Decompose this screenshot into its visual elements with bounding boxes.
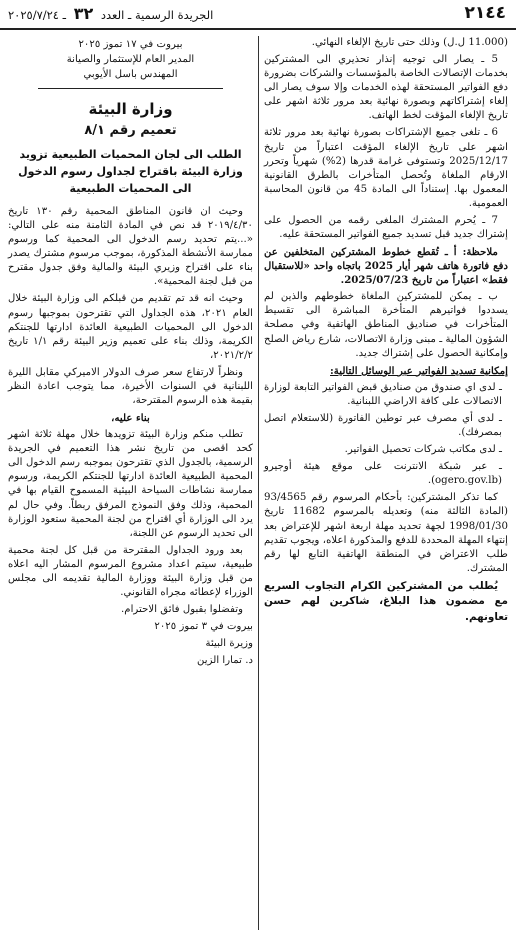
- based-on-heading: بناء عليه،: [111, 412, 150, 425]
- left-column: [6, 36, 258, 930]
- list-item: ـ عبر شبكة الانترنت على موقع هيئة أوجيرو (ogero.gov.lb).: [264, 461, 502, 487]
- paragraph: 7 ـ يُحرم المشترك الملغى رقمه من الحصول على إشتراك جديد قبل تسديد جميع الفواتير المستحقة عليه.: [264, 214, 508, 241]
- closing-paragraph: يُطلب من المشتركين الكرام التجاوب السريع مع مضمون هذا البلاغ، شاكرين لهم حسن تعاونهم.: [264, 579, 508, 624]
- sig-place-date: بيروت في ١٧ تموز ٢٠٢٥: [78, 39, 183, 50]
- paragraph: 6 ـ تلغى جميع الإشتراكات بصورة نهائية بعد مرور ثلاثة اشهر على تاريخ الإلغاء المؤقت اعتباراً من تاريخ 2025/12/17 وتستوفى غرامة قدرها (2%) شهرياً وتحرر الارقام الملغاة وتُحصل المتأخرات بالطرق القانونية المعمول بها. إستناداً الى المادة 45 من قانون المحاسبة العمومية.: [264, 127, 509, 209]
- issue-number: ٣٢: [73, 3, 94, 23]
- paragraph: بعد ورود الجداول المقترحة من قبل كل لجنة محمية طبيعية، سيتم اعداد مشروع المرسوم المشار اليه اعلاه من قبل وزارة البيئة ووزارة المالية تقديمه الى مجلس الوزراء لإعطائه مجراه القانوني.: [8, 544, 253, 599]
- page-number: ٢١٤٤: [464, 3, 506, 24]
- list-item: ـ لدى مكاتب شركات تحصيل الفواتير.: [344, 444, 502, 456]
- issue-line: الجريدة الرسمية ـ العدد ٣٢ ـ ٢٠٢٥/٧/٢٤: [8, 3, 214, 23]
- issue-date: ٢٠٢٥/٧/٢٤: [8, 7, 59, 22]
- circular-number: تعميم رقم ٨/١: [84, 122, 177, 138]
- sig-title: المدير العام للإستثمار والصيانة: [66, 54, 195, 66]
- right-column: [258, 36, 510, 930]
- gazette-name: الجريدة الرسمية ـ العدد: [100, 7, 214, 22]
- list-item: ـ لدى أي مصرف عبر توطين الفاتورة (للاستعلام اتصل بمصرفك).: [264, 412, 502, 439]
- note-a: ملاحظة: أ ـ تُقطع خطوط المشتركين المتخلفين عن دفع فاتورة هاتف شهر أيار 2025 باتجاه واحد «للاستقبال فقط» اعتباراً من تاريخ 2025/07/23.: [264, 246, 508, 287]
- section-divider: [38, 88, 223, 89]
- circular-subject: الطلب الى لجان المحميات الطبيعية تزويد وزارة البيئة باقتراح لجداول رسوم الدخول الى المحميات الطبيعية: [18, 147, 243, 195]
- list-item: ـ لدى اي صندوق من صناديق قبض الفواتير التابعة لوزارة الاتصالات على كافة الاراضي اللبنانية.: [264, 381, 502, 407]
- paragraph: وحيث ان قانون المناطق المحمية رقم ١٣٠ تاريخ ٢٠١٩/٤/٣٠ قد نص في المادة الثامنة منه على التالي: «...يتم تحديد رسم الدخول الى المحمية كما ورسوم ممارسة الأنشطة المذكورة، بموجب مرسوم مشترك يصدر بناء على اقتراح وزيري البيئة والمالية وفق جدول مقترح من قبل لجنة المحمية».: [8, 206, 253, 288]
- ministry-title: وزارة البيئة: [88, 100, 173, 119]
- reminder-paragraph: كما تذكر المشتركين: بأحكام المرسوم رقم 93/4565 (المادة الثالثة منه) وتعديله بالمرسوم 11682 تاريخ 1998/01/30 لجهة تحديد مهلة اربعة اشهر للإعتراض بعد إنتهاء المهلة المحددة للدفع والمذكورة اعلاه، ويجوب تقديم طلب الاعتراض في المنطقة الهاتفية التابع لها رقم المشترك.: [264, 492, 508, 574]
- paragraph: (11.000 ل.ل) وذلك حتى تاريخ الإلغاء النهائي.: [311, 37, 508, 48]
- paragraph: تطلب منكم وزارة البيئة تزويدها خلال مهلة ثلاثة اشهر كحد اقصى من تاريخ نشر هذا التعميم في الجريدة الرسمية، بالجدول الذي تقترحون بموجبه رسم الدخول الى المحمية الطبيعية العائدة ادارتها للجنتكم الكريمة، ورسوم ممارسة نشاطات السياحة البيئية المسموح القيام بها في المحمية، وذلك وفق النموذج المرفق ربطاً. وفي حال لم يرد الى الوزارة أي اقتراح من لجنة المحمية ستعود الوزارة الى تحديد الرسوم عن اللجنة،: [8, 429, 253, 539]
- sig-place-date: بيروت في ٣ تموز ٢٠٢٥: [154, 621, 253, 633]
- sig-title: وزيرة البيئة: [205, 638, 253, 650]
- sig-name: د. تمارا الزين: [197, 655, 253, 667]
- paragraph: ونظراً لارتفاع سعر صرف الدولار الاميركي مقابل الليرة اللبنانية في السنوات الأخيرة، مما يتوجب اعادة النظر بقيمة هذه الرسوم المقترحة،: [8, 366, 253, 407]
- note-b: ب ـ يمكن للمشتركين الملغاة خطوطهم والذين لم يسددوا فواتيرهم المتأخرة المباشرة الى تقسيط المتأخرات في صناديق المناطق الهاتفية وفي مصلحة الشؤون المالية ـ مبنى وزارة الاتصالات، شارع رياض الصلح وإمكانية الحصول على إشتراك جديد.: [264, 291, 508, 359]
- thanks-line: وتفضلوا بقبول فائق الاحترام.: [121, 604, 243, 616]
- paragraph: وحيث انه قد تم تقديم من قبلكم الى وزارة البيئة خلال العام ٢٠٢١، هذه الجداول التي تقترحون بموجبها رسوم الدخول الى المحميات الطبيعية العائدة ادارتها للجنتكم الكريمة، وذلك بناء على تعميم وزير البيئة رقم ١/١ تاريخ ٢٠٢١/٢/٢،: [8, 293, 254, 361]
- paragraph: 5 ـ يصار الى توجيه إنذار تحذيري الى المشتركين بخدمات الإتصالات الخاصة بالمؤسسات والشركات بضرورة دفع الفواتير المستحقة لهذه الخدمات وإلا سوف يصار الى إلغاء إشتراكاتهم وبصورة نهائية بعد مرور ثلاثة اشهر على تاريخ الإلغاء المؤقت لخط الهاتف.: [264, 54, 508, 122]
- page-columns: [6, 36, 510, 930]
- payment-methods-heading: إمكانية تسديد الفواتير عبر الوسائل التالية:: [330, 364, 508, 377]
- sig-name: المهندس باسل الأيوبي: [83, 69, 178, 81]
- signature-block-1: [8, 38, 253, 82]
- signature-block-2: [8, 620, 253, 668]
- page-header: [0, 0, 516, 30]
